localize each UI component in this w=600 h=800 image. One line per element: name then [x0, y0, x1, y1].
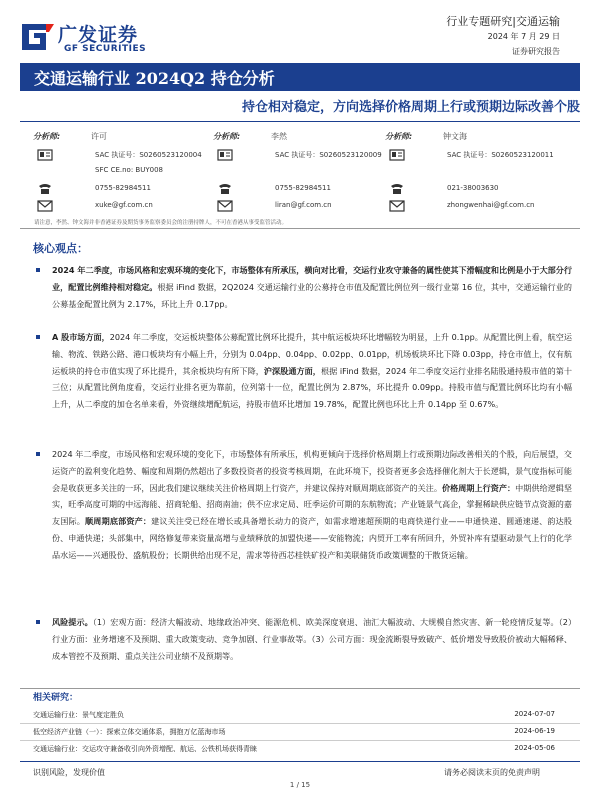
bullet-body: 2024 年二季度，市场风格和宏观环境的变化下，市场整体有所承压，机构更倾向于选择价格周期上行或预期边际改善相关的个股，向后展望，交运资产的盈利变化趋势、幅度和周期仍然超出了多数投资者的投资考核周期，在此环境下，投资者更多会选择催化剂大于长逻辑，景气度指标可能会是收获更多关注的一环，因此我们建议继续关注价格周期上行资产，并建议保持对顺周期底部资产的关注。: [52, 449, 572, 493]
email-address[interactable]: zhongwenhai@gf.com.cn: [447, 201, 535, 209]
related-item[interactable]: [33, 727, 555, 739]
mail-icon: [37, 200, 53, 212]
related-item-date: 2024-05-06: [514, 744, 555, 752]
core-view-title: 核心观点：: [33, 242, 88, 255]
footer-disclaimer-link[interactable]: 请务必阅读末页的免责声明: [444, 768, 540, 777]
license-icon: [37, 149, 53, 161]
related-item[interactable]: [33, 710, 555, 722]
row-divider: [20, 740, 580, 741]
brand-logo: [16, 20, 166, 60]
analyst-name: 李然: [271, 132, 287, 141]
bullet-body: （1）宏观方面：经济大幅波动、地缘政治冲突、能源危机、欧美深度衰退、油汇大幅波动、大规模自然灾害、新一轮疫情反复等。（2）行业方面：业务增速不及预期、重大政策变动、竞争加剧、行业事故等。（3）公司方面：现金流断裂导致破产、低价增发导致股价被动大幅稀释、成本管控不及预期、重点关注公司业绩不及预期等。: [52, 617, 572, 661]
related-item-title[interactable]: 交通运输行业：交运攻守兼备收引向外资增配、航运、公铁机场获得青睐: [33, 745, 257, 753]
sac-number: SAC 执证号：S0260523120011: [447, 151, 554, 159]
sac-number: SAC 执证号：S0260523120004: [95, 151, 202, 159]
related-item-date: 2024-07-07: [514, 710, 555, 718]
bullet-lead-3: 顺周期底部资产：: [85, 516, 152, 527]
bullet-lead: 风险提示。: [52, 617, 93, 627]
sac-row: [385, 149, 575, 161]
related-research-title: 相关研究：: [33, 693, 79, 703]
phone-icon: [389, 183, 405, 195]
analyst-block: [33, 131, 223, 221]
email-address[interactable]: liran@gf.com.cn: [275, 201, 332, 209]
bullet-icon: [36, 620, 40, 624]
email-row: [213, 200, 403, 212]
analyst-role: 分析师:: [385, 132, 413, 141]
bullet-icon: [36, 335, 40, 339]
bullet-paragraph: [52, 446, 572, 564]
brand-name-en: GF SECURITIES: [64, 44, 147, 54]
sac-number: SAC 执证号：S0260523120009: [275, 151, 382, 159]
license-icon: [389, 149, 405, 161]
bullet-body: 根据 iFind 数据，2Q2024 交通运输行业的公募持仓市值及配置比例位列一级行业第 16 位，其中，交通运输行业的公募基金配置比例为 2.17%，环比上升 0.17pp。: [52, 281, 572, 309]
analyst-name: 钟文海: [443, 132, 467, 141]
bullet-lead-2: 沪深股通方面，: [263, 365, 321, 376]
row-divider: [20, 723, 580, 724]
bullet-paragraph: [52, 329, 572, 413]
report-type: 行业专题研究|交通运输: [446, 15, 560, 28]
analyst-role: 分析师:: [213, 132, 241, 141]
phone-number: 0755-82984511: [95, 184, 151, 192]
page-number: 1 / 15: [289, 781, 311, 789]
phone-number: 021-38003630: [447, 184, 499, 192]
bullet-icon: [36, 452, 40, 456]
bullet-lead: 2024 年二季度，市场风格和宏观环境的变化下，市场整体有所承压，横向对比看，交运行业攻守兼备的属性使其下滑幅度和比例是小于大部分行业，配置比例维持相对稳定。: [52, 265, 572, 292]
page-title: 交通运输行业 2024Q2 持仓分析: [34, 69, 275, 88]
bullet-body-3: 建议关注受已经在增长或具备增长动力的资产，如需求增速超预期的电商快递行业——申通快递、圆通速递、韵达股份、申通快递；头部集中，网络修复带来资量高增与业绩释放的加盟快递——安能物流；内贸开工率有所回升，外贸补库有望驱动景气上行的化学品水运——兴通股份、盛航股份；长期供给出现不足，需求等待西芯桂铁矿投产和美联储货币政策调整的干散货运输。: [52, 516, 572, 560]
related-item-title[interactable]: 低空经济产业链（一）：探索立体交通体系，拥抱万亿蓝海市场: [33, 728, 226, 736]
sac-row: [213, 149, 403, 161]
bullet-body-2: 中期供给逻辑坚实，旺季高度可期的中远海能、招商轮船、招商南油；供不应求定局、旺季运价可期的东航物流；产业链景气高企，掌握稀缺供应链节点资源的嘉友国际。: [52, 482, 572, 527]
page-subtitle: 持仓相对稳定，方向选择价格周期上行或预期边际改善个股: [241, 100, 580, 115]
gf-logo-icon: [16, 20, 56, 54]
title-bar: [20, 63, 580, 91]
bullet-paragraph: [52, 614, 572, 664]
email-row: [385, 200, 575, 212]
email-row: [33, 200, 223, 212]
footer-divider: [20, 761, 580, 762]
disclaimer-note: 请注意，李然、钟文海并非香港证券及期货事务监察委员会的注册持牌人，不可在香港从事受监管活动。: [34, 220, 288, 226]
license-icon: [217, 149, 233, 161]
sfc-number: SFC CE.no: BUY008: [95, 166, 163, 174]
section-divider: [20, 688, 580, 689]
phone-icon: [37, 183, 53, 195]
analyst-block: [385, 131, 575, 221]
analyst-block: [213, 131, 403, 221]
report-category: 证券研究报告: [512, 47, 560, 56]
analyst-role: 分析师:: [33, 132, 61, 141]
mail-icon: [389, 200, 405, 212]
bullet-paragraph: [52, 262, 572, 312]
related-item-date: 2024-06-19: [514, 727, 555, 735]
subtitle-divider: [20, 121, 580, 122]
related-item-title[interactable]: 交通运输行业：景气度定胜负: [33, 711, 124, 719]
bullet-lead: A 股市场方面，: [52, 332, 110, 342]
mail-icon: [217, 200, 233, 212]
phone-number: 0755-82984511: [275, 184, 331, 192]
bullet-body-2: 根据 iFind 数据，2024 年二季度交运行业排名陆股通持股市值的第十三位；从配置比例角度看，交运行业排名更为靠前，位列第十一位，配置比例为 2.87%，环比提升 0.09pp。持股市值与配置比例环比均有小幅上升，从二季度的加仓名单来看，外资继续增配航运，持股市值环比增加 19.78%，配置比例也环比上升 0.14pp 至 0.67%。: [52, 365, 572, 410]
phone-icon: [217, 183, 233, 195]
brand-name-cn: 广发证券: [58, 24, 139, 46]
phone-row: [213, 183, 403, 195]
email-address[interactable]: xuke@gf.com.cn: [95, 201, 153, 209]
sfc-row: [33, 165, 223, 177]
related-item[interactable]: [33, 744, 555, 756]
report-date: 2024 年 7 月 29 日: [487, 32, 560, 41]
sac-row: [33, 149, 223, 161]
analyst-name: 许可: [91, 132, 107, 141]
bullet-icon: [36, 268, 40, 272]
phone-row: [33, 183, 223, 195]
section-divider: [20, 228, 580, 229]
phone-row: [385, 183, 575, 195]
bullet-lead-2: 价格周期上行资产：: [442, 482, 516, 493]
footer-slogan: 识别风险，发现价值: [33, 768, 105, 777]
bullet-body: 2024 年二季度，交运板块整体公募配置比例环比提升，其中航运板块环比增幅较为明显，上升 0.1pp。从配置比例上看，航空运输、物流、铁路公路、港口板块均有小幅上升，分别为 0.04pp、0.04pp、0.02pp、0.01pp，机场板块环比下降 0.03pp，持仓市值上，仅有航运板块的持仓市值实现了环比提升，其余板块均有所下降，: [52, 332, 572, 376]
